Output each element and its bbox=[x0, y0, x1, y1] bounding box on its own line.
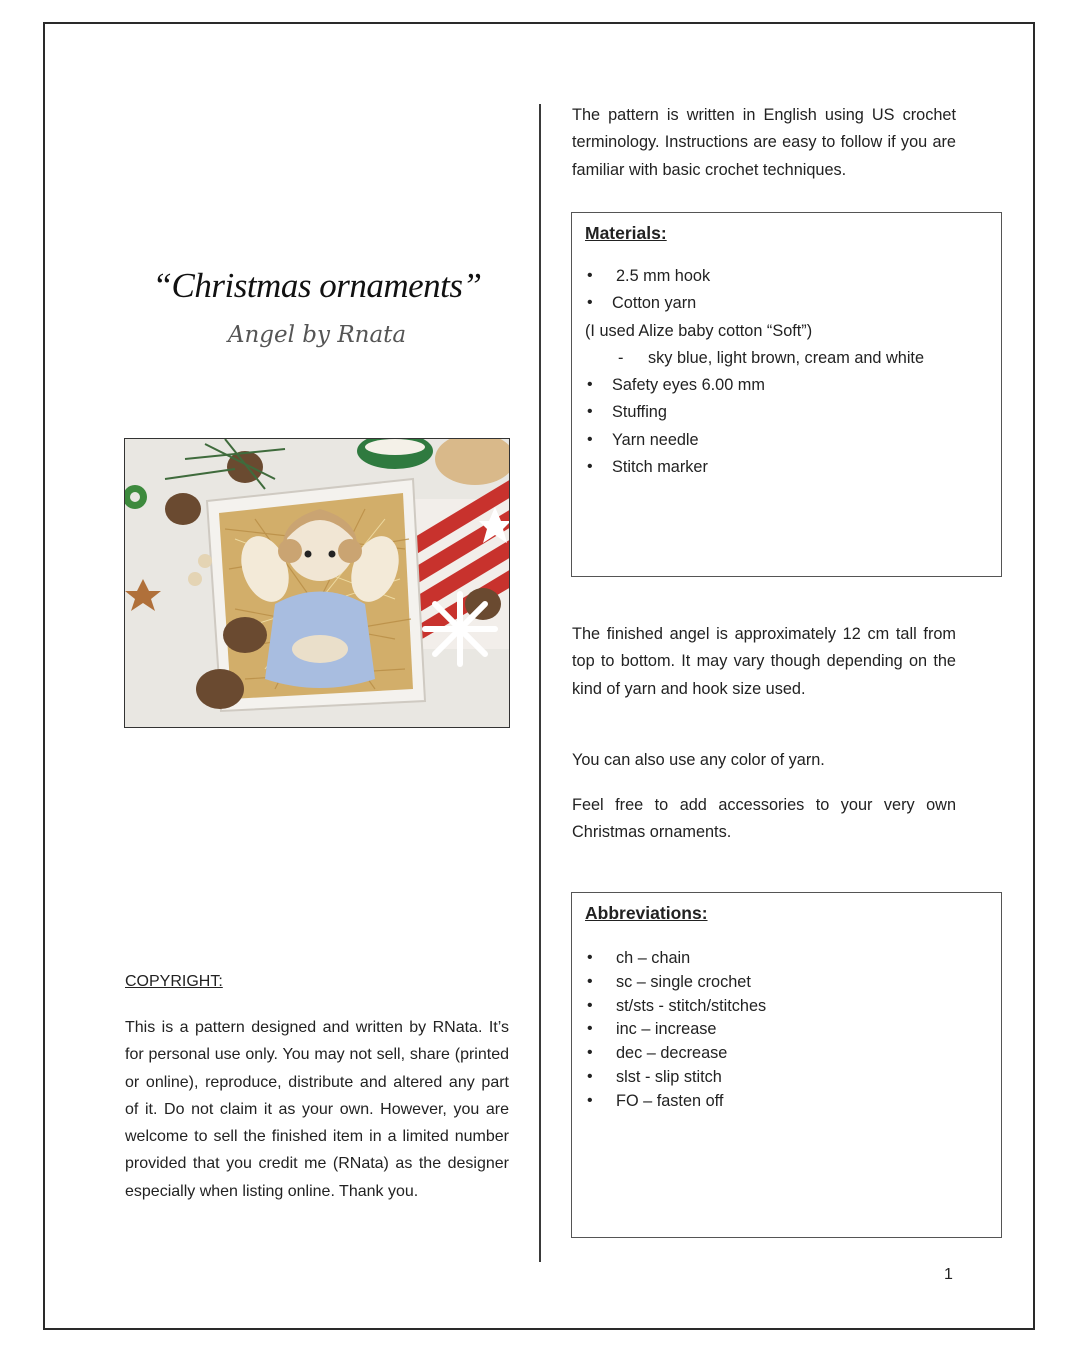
column-divider bbox=[539, 104, 541, 1262]
wood-bead bbox=[198, 554, 212, 568]
abbreviations-box bbox=[571, 892, 1002, 1238]
color-paragraph: You can also use any color of yarn. bbox=[572, 751, 825, 769]
bullet-marker: • bbox=[587, 1020, 593, 1038]
materials-note bbox=[572, 322, 1001, 349]
bullet-marker: • bbox=[587, 1067, 593, 1085]
bullet-marker: • bbox=[587, 267, 593, 284]
document-title: “Christmas ornaments” bbox=[152, 266, 482, 305]
bullet-marker: • bbox=[587, 376, 593, 394]
abbreviation-item bbox=[572, 1020, 1001, 1044]
abbreviations-list bbox=[572, 949, 1001, 1116]
materials-item bbox=[572, 431, 1001, 458]
bullet-marker: • bbox=[587, 1044, 593, 1062]
snowflake-ornament bbox=[425, 594, 495, 664]
document-subtitle: Angel by Rnata bbox=[227, 322, 407, 348]
abbreviation-item bbox=[572, 1092, 1001, 1116]
abbreviation-text: st/sts - stitch/stitches bbox=[616, 996, 767, 1015]
abbreviation-text: ch – chain bbox=[616, 949, 691, 967]
copyright-heading: COPYRIGHT: bbox=[125, 973, 223, 990]
abbreviation-text: sc – single crochet bbox=[616, 972, 751, 991]
materials-item bbox=[572, 403, 1001, 430]
abbreviation-text: inc – increase bbox=[616, 1020, 717, 1039]
abbreviation-item bbox=[572, 997, 1001, 1021]
materials-note-text: (I used Alize baby cotton “Soft”) bbox=[585, 321, 813, 340]
angel-photo bbox=[124, 438, 510, 728]
abbreviation-item bbox=[572, 973, 1001, 997]
wood-bead bbox=[188, 572, 202, 586]
bullet-marker: • bbox=[587, 1091, 593, 1109]
materials-item-text: Cotton yarn bbox=[612, 294, 697, 313]
materials-item-text: Stuffing bbox=[612, 403, 667, 422]
abbreviation-item bbox=[572, 949, 1001, 973]
materials-item bbox=[572, 376, 1001, 403]
page-number: 1 bbox=[944, 1266, 953, 1283]
materials-item bbox=[572, 294, 1001, 321]
materials-item bbox=[572, 267, 1001, 294]
copyright-text: This is a pattern designed and written by RNata. It’s for personal use only. You may not sell, share (printed or online), reproduce, distribute and altered any part of it. Do not claim it as your own. However, you are welcome to sell the finished item in a limited number provided that you credit me (RNata) as the designer especially when listing online. Thank you. bbox=[125, 1019, 509, 1200]
bullet-marker: • bbox=[587, 996, 593, 1014]
materials-list bbox=[572, 267, 1001, 485]
abbreviations-heading: Abbreviations: bbox=[585, 903, 708, 923]
bullet-marker: • bbox=[587, 403, 593, 421]
abbreviation-item bbox=[572, 1044, 1001, 1068]
size-paragraph: The finished angel is approximately 12 cm tall from top to bottom. It may vary though depending on the kind of yarn and hook size used. bbox=[572, 625, 956, 698]
materials-item-text: 2.5 mm hook bbox=[616, 267, 711, 285]
materials-item-text: Stitch marker bbox=[612, 458, 708, 477]
angel-photo-illustration bbox=[125, 439, 510, 728]
materials-item bbox=[572, 458, 1001, 485]
bullet-marker: • bbox=[587, 294, 593, 312]
bullet-marker: • bbox=[587, 458, 593, 476]
abbreviation-item bbox=[572, 1068, 1001, 1092]
materials-subitem bbox=[572, 349, 1001, 376]
bullet-marker: • bbox=[587, 430, 593, 448]
abbreviation-text: slst - slip stitch bbox=[616, 1067, 722, 1086]
materials-box bbox=[571, 212, 1002, 577]
bullet-marker: • bbox=[587, 949, 593, 966]
intro-paragraph: The pattern is written in English using US crochet terminology. Instructions are easy to follow if you are familiar with basic crochet techniques. bbox=[572, 106, 956, 179]
materials-heading: Materials: bbox=[585, 223, 667, 243]
materials-item-text: Safety eyes 6.00 mm bbox=[612, 376, 765, 395]
abbreviation-text: dec – decrease bbox=[616, 1044, 728, 1063]
materials-subitem-text: sky blue, light brown, cream and white bbox=[648, 348, 925, 367]
bullet-marker: • bbox=[587, 972, 593, 990]
abbreviation-text: FO – fasten off bbox=[616, 1091, 724, 1110]
accessories-paragraph: Feel free to add accessories to your very own Christmas ornaments. bbox=[572, 796, 956, 842]
materials-item-text: Yarn needle bbox=[612, 430, 699, 449]
dash-marker: - bbox=[618, 348, 624, 367]
